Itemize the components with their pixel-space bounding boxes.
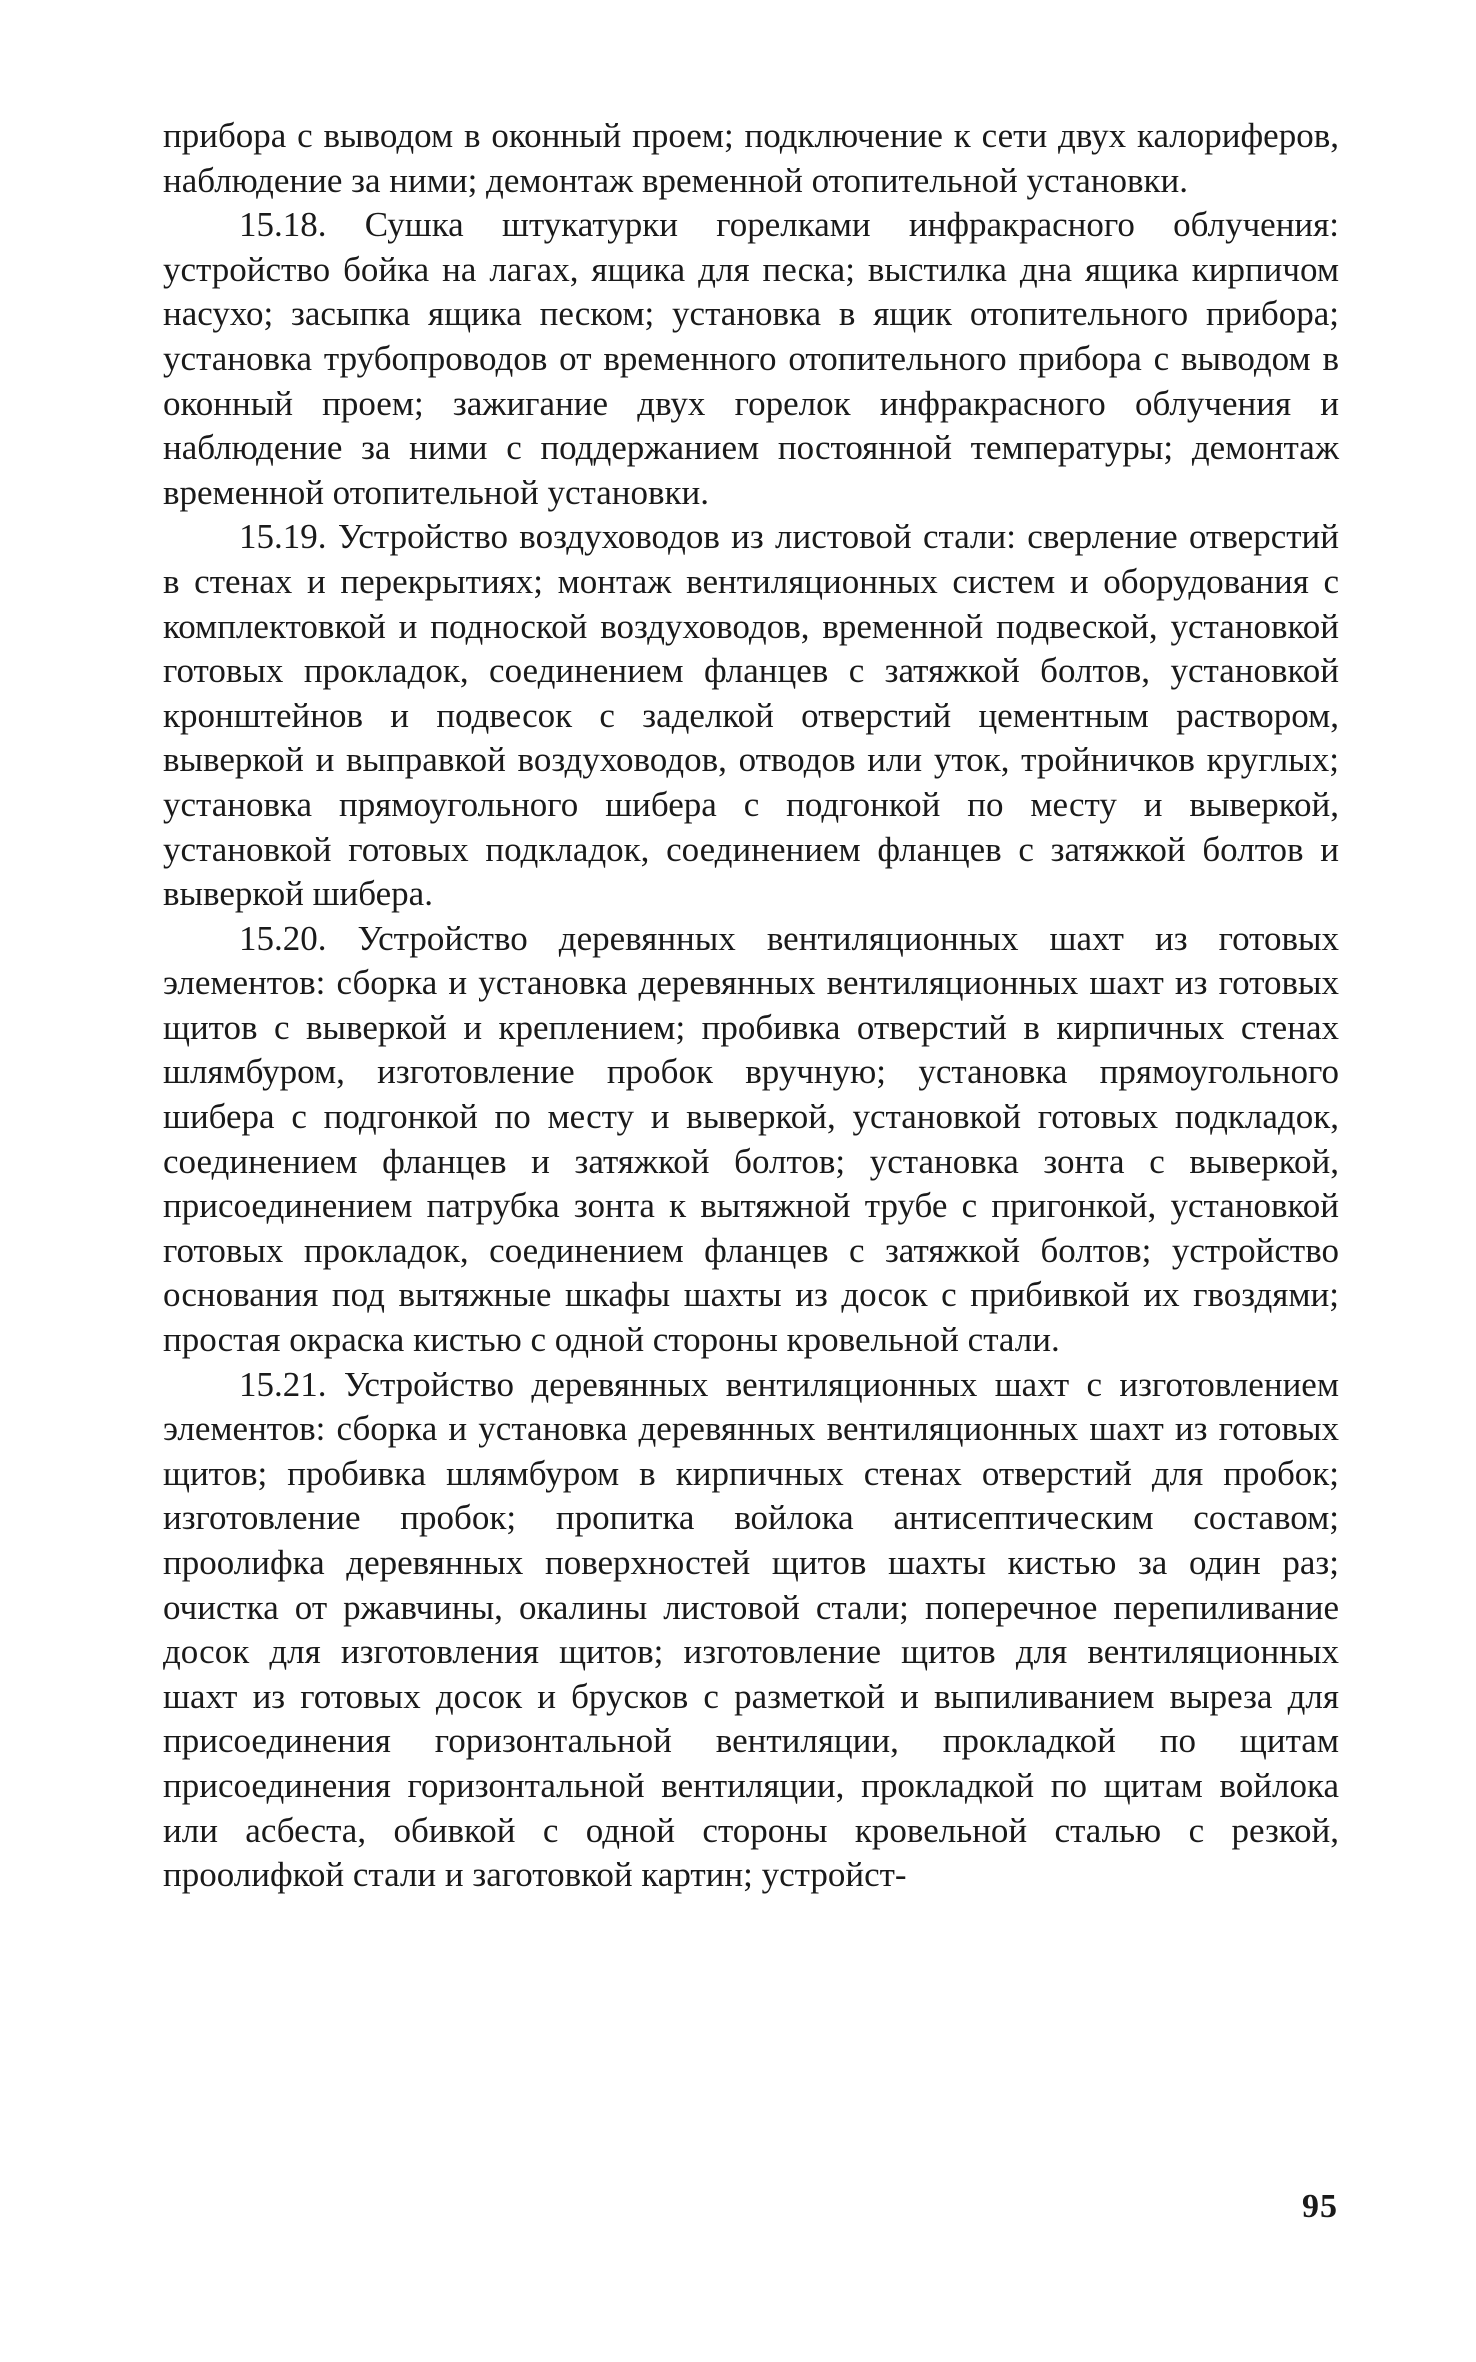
paragraph-15-18: 15.18. Сушка штукатурки горелками инфракрасного облучения: устройство бойка на лагах, ящика для песка; выстилка дна ящика кирпичом насухо; засыпка ящика песком; установка в ящик отопительного прибора; установка трубопроводов от временного отопительного прибора с выводом в оконный проем; зажигание двух горелок инфракрасного облучения и наблюдение за ними с поддержанием постоянной температуры; демонтаж временной отопительной установки. <box>163 205 1339 512</box>
paragraph-continuation: прибора с выводом в оконный проем; подключение к сети двух калориферов, наблюдение за ними; демонтаж временной отопительной установки. <box>163 116 1339 200</box>
paragraph-15-20: 15.20. Устройство деревянных вентиляционных шахт из готовых элементов: сборка и установка деревянных вентиляционных шахт из готовых щитов с выверкой и креплением; пробивка отверстий в кирпичных стенах шлямбуром, изготовление пробок вручную; установка прямоугольного шибера с подгонкой по месту и выверкой, установкой готовых подкладок, соединением фланцев и затяжкой болтов; установка зонта с выверкой, присоединением патрубка зонта к вытяжной трубе с пригонкой, установкой готовых прокладок, соединением фланцев с затяжкой болтов; устройство основания под вытяжные шкафы шахты из досок с прибивкой их гвоздями; простая окраска кистью с одной стороны кровельной стали. <box>163 918 1339 1360</box>
paragraph-15-21: 15.21. Устройство деревянных вентиляционных шахт с изготовлением элементов: сборка и установка деревянных вентиляционных шахт из готовых щитов; пробивка шлямбуром в кирпичных стенах отверстий для пробок; изготовление пробок; пропитка войлока антисептическим составом; проолифка деревянных поверхностей щитов шахты кистью за один раз; очистка от ржавчины, окалины листовой стали; поперечное перепиливание досок для изготовления щитов; изготовление щитов для вентиляционных шахт из готовых досок и брусков с разметкой и выпиливанием выреза для присоединения горизонтальной вентиляции, прокладкой по щитам присоединения горизонтальной вентиляции, прокладкой по щитам войлока или асбеста, обивкой с одной стороны кровельной сталью с резкой, проолифкой стали и заготовкой картин; устройст- <box>163 1364 1339 1895</box>
paragraph-15-19: 15.19. Устройство воздуховодов из листовой стали: сверление отверстий в стенах и перекрытиях; монтаж вентиляционных систем и оборудования с комплектовкой и подноской воздуховодов, временной подвеской, установкой готовых прокладок, соединением фланцев с затяжкой болтов, установкой кронштейнов и подвесок с заделкой отверстий цементным раствором, выверкой и выправкой воздуховодов, отводов или уток, тройничков круглых; установка прямоугольного шибера с подгонкой по месту и выверкой, установкой готовых подкладок, соединением фланцев с затяжкой болтов и выверкой шибера. <box>163 517 1339 914</box>
body-text <box>163 114 1339 1898</box>
page-number: 95 <box>1302 2188 1338 2225</box>
